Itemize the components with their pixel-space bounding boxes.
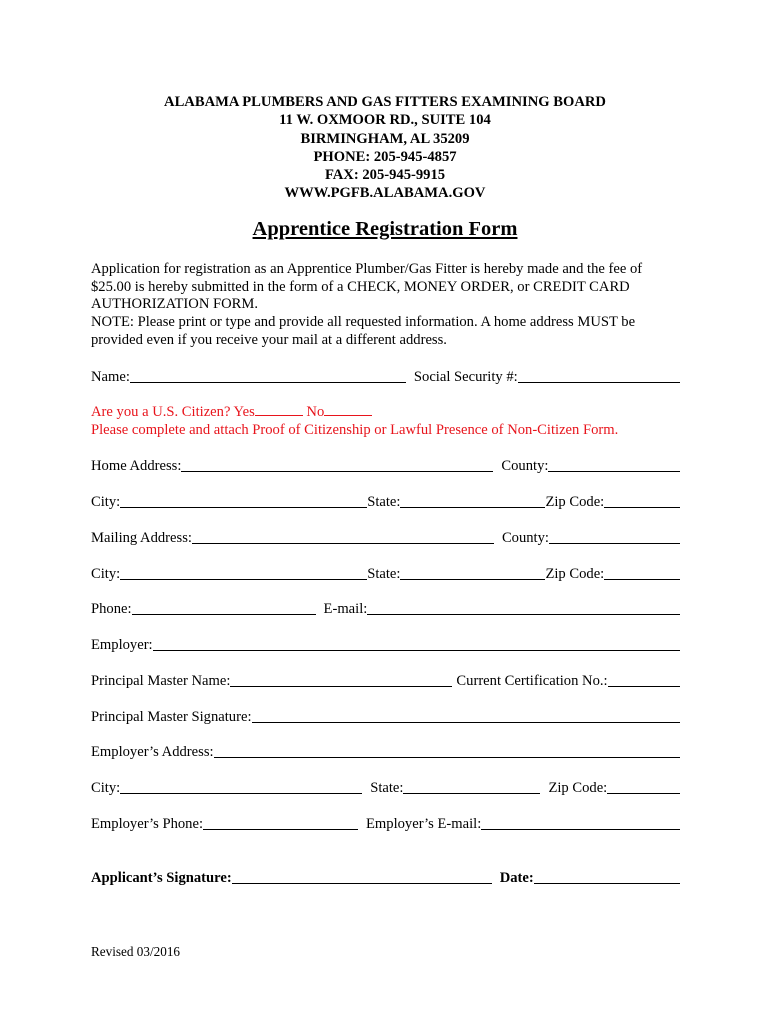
citizen-question-label: Are you a U.S. Citizen? Yes (91, 404, 255, 420)
applicant-signature-field[interactable] (232, 883, 492, 884)
intro-paragraph (91, 261, 681, 350)
revision-date: Revised 03/2016 (91, 944, 181, 959)
applicant-signature-row (91, 867, 680, 887)
board-header (0, 93, 770, 203)
principal-master-row (91, 670, 680, 690)
home-address-field[interactable] (181, 471, 493, 472)
citizenship-proof-note: Please complete and attach Proof of Citizenship or Lawful Presence of Non-Citizen Form. (91, 422, 619, 438)
citizen-yes-field[interactable] (255, 403, 303, 416)
employer-zip-field[interactable] (607, 793, 680, 794)
mailing-city-row (91, 563, 680, 583)
mailing-county-label: County: (501, 530, 549, 546)
ssn-label: Social Security #: (413, 369, 518, 385)
phone-email-row (91, 598, 680, 618)
date-field[interactable] (534, 883, 680, 884)
employer-address-row (91, 741, 680, 761)
home-zip-label: Zip Code: (545, 494, 605, 510)
intro-note-line: NOTE: Please print or type and provide all requested information. A home address MUST be (91, 314, 636, 331)
citizen-question (91, 403, 372, 421)
employer-field[interactable] (153, 650, 680, 651)
principal-master-signature-field[interactable] (252, 722, 681, 723)
phone-field[interactable] (132, 614, 316, 615)
employer-state-label: State: (370, 780, 404, 796)
employer-city-label: City: (91, 780, 121, 796)
employer-city-field[interactable] (120, 793, 362, 794)
mailing-state-label: State: (367, 566, 401, 582)
name-field[interactable] (130, 382, 406, 383)
employer-phone-label: Employer’s Phone: (91, 816, 204, 832)
board-fax: FAX: 205-945-9915 (324, 167, 446, 184)
current-cert-label: Current Certification No.: (456, 673, 608, 689)
form-title: Apprentice Registration Form (252, 218, 518, 240)
employer-email-field[interactable] (481, 829, 680, 830)
board-phone: PHONE: 205-945-4857 (313, 148, 457, 165)
employer-address-field[interactable] (214, 757, 680, 758)
intro-note-line: provided even if you receive your mail at a different address. (91, 331, 447, 348)
employer-row (91, 634, 680, 654)
employer-state-field[interactable] (403, 793, 540, 794)
employer-city-row (91, 777, 680, 797)
mailing-address-field[interactable] (192, 543, 494, 544)
mailing-county-field[interactable] (549, 543, 680, 544)
principal-master-name-field[interactable] (230, 686, 452, 687)
home-city-field[interactable] (120, 507, 367, 508)
current-cert-field[interactable] (608, 686, 680, 687)
email-label: E-mail: (323, 601, 368, 617)
principal-master-name-label: Principal Master Name: (91, 673, 231, 689)
board-street: 11 W. OXMOOR RD., SUITE 104 (279, 112, 491, 129)
home-city-label: City: (91, 494, 121, 510)
home-county-field[interactable] (548, 471, 680, 472)
citizen-no-label: No (306, 404, 325, 420)
employer-phone-email-row (91, 813, 680, 833)
phone-label: Phone: (91, 601, 132, 617)
intro-line: $25.00 is hereby submitted in the form of a CHECK, MONEY ORDER, or CREDIT CARD (91, 278, 630, 295)
home-state-label: State: (367, 494, 401, 510)
intro-line: AUTHORIZATION FORM. (91, 296, 259, 313)
citizen-no-field[interactable] (324, 403, 372, 416)
employer-zip-label: Zip Code: (548, 780, 608, 796)
mailing-city-label: City: (91, 566, 121, 582)
email-field[interactable] (367, 614, 680, 615)
home-city-row (91, 491, 680, 511)
employer-label: Employer: (91, 637, 153, 653)
employer-phone-field[interactable] (203, 829, 358, 830)
home-state-field[interactable] (400, 507, 545, 508)
ssn-field[interactable] (518, 382, 680, 383)
mailing-city-field[interactable] (120, 579, 367, 580)
home-zip-field[interactable] (604, 507, 680, 508)
employer-email-label: Employer’s E-mail: (366, 816, 482, 832)
mailing-zip-field[interactable] (604, 579, 680, 580)
mailing-zip-label: Zip Code: (545, 566, 605, 582)
board-website: WWW.PGFB.ALABAMA.GOV (284, 185, 486, 202)
principal-master-signature-row (91, 706, 680, 726)
employer-address-label: Employer’s Address: (91, 744, 214, 760)
intro-line: Application for registration as an Apprentice Plumber/Gas Fitter is hereby made and the fee of (91, 261, 643, 277)
board-city: BIRMINGHAM, AL 35209 (300, 130, 470, 147)
home-county-label: County: (501, 458, 549, 474)
home-address-row (91, 455, 680, 475)
name-label: Name: (91, 369, 130, 385)
applicant-signature-label: Applicant’s Signature: (91, 870, 232, 886)
date-label: Date: (499, 870, 534, 886)
mailing-address-label: Mailing Address: (91, 530, 192, 546)
mailing-state-field[interactable] (400, 579, 545, 580)
name-row (91, 366, 680, 386)
principal-master-signature-label: Principal Master Signature: (91, 709, 252, 725)
board-name: ALABAMA PLUMBERS AND GAS FITTERS EXAMINING BOARD (164, 94, 606, 110)
home-address-label: Home Address: (91, 458, 182, 474)
mailing-address-row (91, 527, 680, 547)
